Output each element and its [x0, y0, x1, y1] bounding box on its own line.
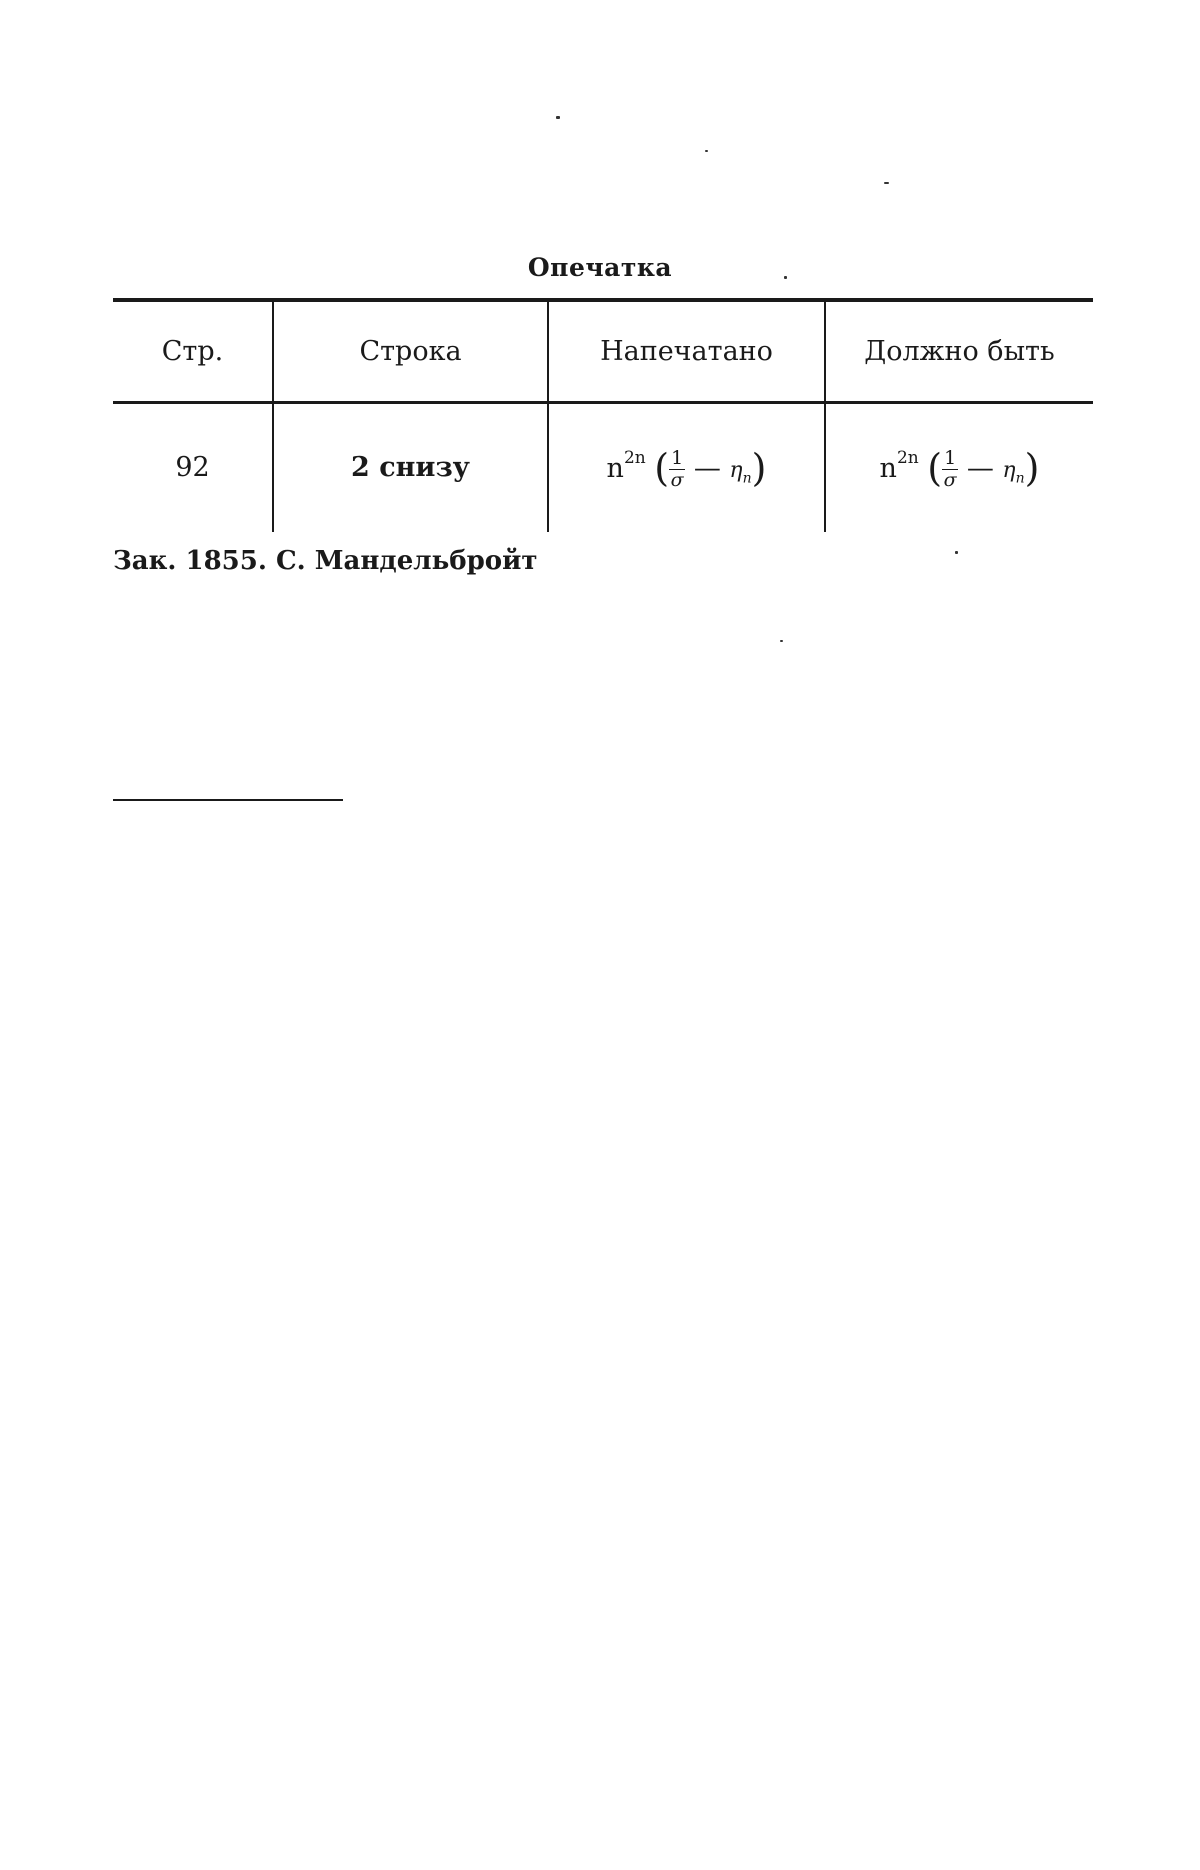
correct-fraction	[942, 446, 958, 491]
errata-table	[113, 298, 1093, 532]
printed-symbol	[729, 457, 752, 487]
cell-page: 92	[175, 452, 210, 484]
correct-symbol-letter: η	[1002, 457, 1016, 483]
printed-fraction	[669, 446, 685, 491]
correct-close-paren: )	[1024, 445, 1040, 490]
header-row	[113, 300, 1093, 402]
column-header-printed: Напечатано	[548, 300, 825, 402]
footnote-rule	[113, 799, 343, 801]
printed-base: n	[606, 452, 624, 484]
correct-denominator: σ	[943, 468, 957, 491]
printed-open-paren: (	[654, 445, 670, 490]
errata-title: Опечатка	[527, 253, 673, 282]
correct-exponent: 2n	[896, 447, 919, 468]
printed-symbol-letter: η	[729, 457, 743, 483]
print-speck	[556, 116, 560, 119]
printed-close-paren: )	[751, 445, 767, 490]
table-row	[113, 402, 1093, 532]
correct-subscript: n	[1015, 470, 1025, 487]
cell-correct	[825, 402, 1093, 532]
print-speck	[955, 551, 958, 554]
print-speck	[705, 150, 708, 152]
correct-formula	[880, 446, 1040, 490]
column-header-correct: Должно быть	[825, 300, 1093, 402]
column-header-line: Строка	[273, 300, 548, 402]
printed-denominator: σ	[670, 468, 684, 491]
column-header-page: Стр.	[113, 300, 273, 402]
correct-operator: —	[966, 452, 994, 484]
cell-printed	[548, 402, 825, 532]
printed-formula	[607, 446, 767, 490]
printed-numerator: 1	[671, 446, 684, 469]
printed-subscript: n	[742, 470, 752, 487]
printed-exponent: 2n	[623, 447, 646, 468]
print-speck	[884, 182, 889, 184]
correct-base: n	[879, 452, 897, 484]
correct-open-paren: (	[927, 445, 943, 490]
correct-numerator: 1	[944, 446, 957, 469]
print-speck	[780, 640, 783, 642]
cell-line: 2 снизу	[273, 402, 548, 532]
correct-symbol	[1002, 457, 1025, 487]
printer-imprint: Зак. 1855. С. Мандельбройт	[113, 546, 538, 576]
printed-operator: —	[693, 452, 721, 484]
